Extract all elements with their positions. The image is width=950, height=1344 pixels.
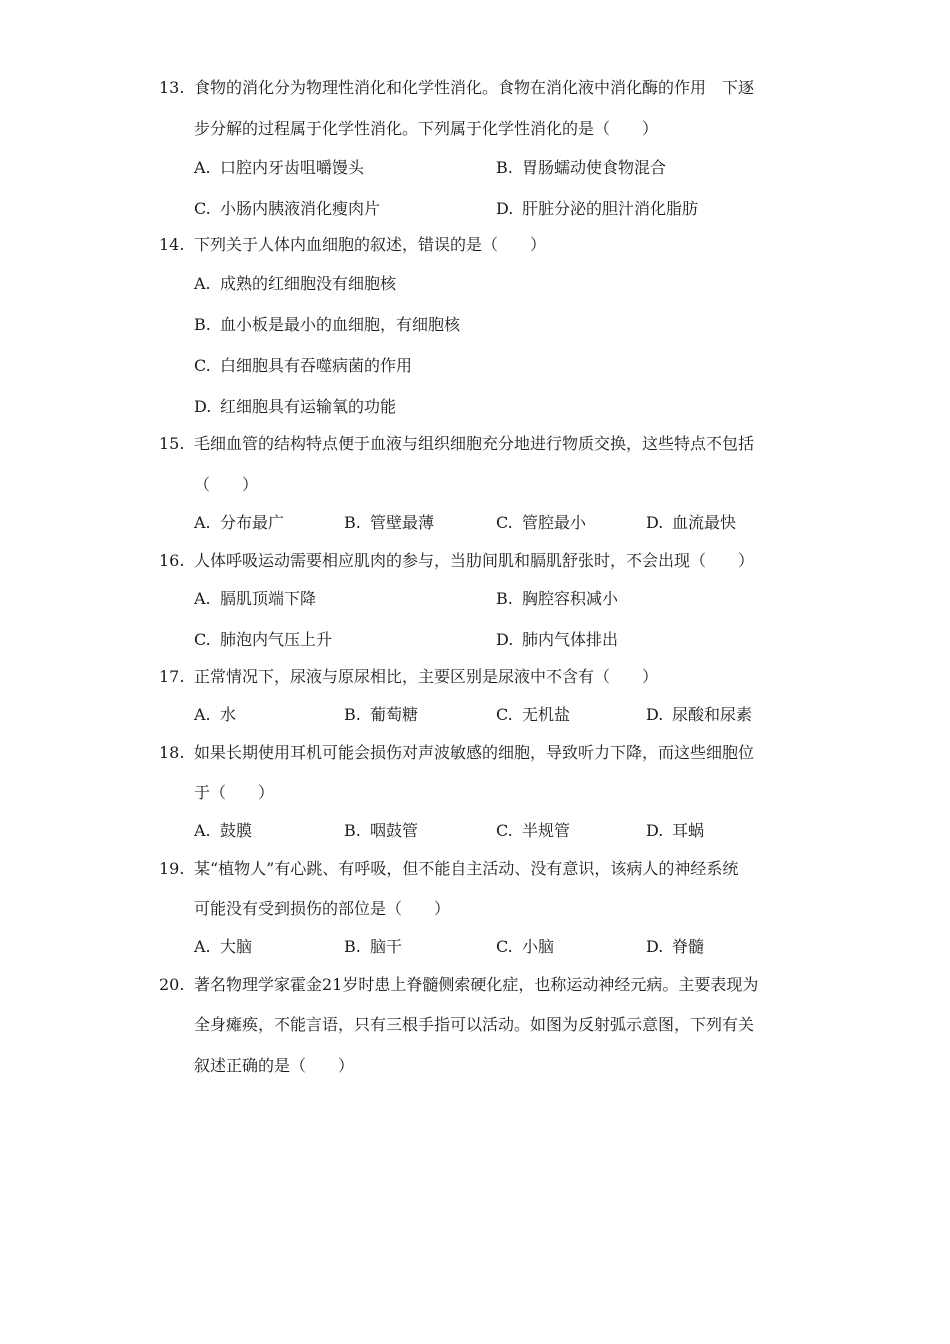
option-c: C. 白细胞具有吞噬病菌的作用	[194, 356, 413, 375]
option-a: A. 分布最广	[194, 513, 285, 532]
question-stem-line: 于（ ）	[194, 783, 275, 802]
question-stem-line: 某“植物人”有心跳、有呼吸，但不能自主活动、没有意识，该病人的神经系统	[194, 859, 739, 878]
question-stem-line: 全身瘫痪，不能言语，只有三根手指可以活动。如图为反射弧示意图，下列有关	[194, 1015, 755, 1034]
option-d: D. 脊髓	[646, 937, 705, 956]
option-c: C. 半规管	[496, 821, 571, 840]
option-b: B. 咽鼓管	[344, 821, 419, 840]
option-c: C. 肺泡内气压上升	[194, 630, 333, 649]
option-b: B. 胃肠蠕动使食物混合	[496, 158, 667, 177]
question-number: 16.	[159, 551, 185, 570]
question-number: 13.	[159, 78, 185, 97]
option-c: C. 小肠内胰液消化瘦肉片	[194, 199, 381, 218]
option-c: C. 无机盐	[496, 705, 571, 724]
option-d: D. 肝脏分泌的胆汁消化脂肪	[496, 199, 699, 218]
option-a: A. 成熟的红细胞没有细胞核	[194, 274, 397, 293]
question-number: 14.	[159, 235, 185, 254]
option-b: B. 管壁最薄	[344, 513, 435, 532]
question-number: 19.	[159, 859, 185, 878]
question-number: 15.	[159, 434, 185, 453]
option-b: B. 胸腔容积减小	[496, 589, 619, 608]
option-a: A. 口腔内牙齿咀嚼馒头	[194, 158, 365, 177]
option-c: C. 管腔最小	[496, 513, 587, 532]
option-a: A. 大脑	[194, 937, 253, 956]
question-stem-line: 如果长期使用耳机可能会损伤对声波敏感的细胞，导致听力下降，而这些细胞位	[194, 743, 755, 762]
question-number: 20.	[159, 975, 185, 994]
option-d: D. 耳蜗	[646, 821, 705, 840]
question-stem-line: 叙述正确的是（ ）	[194, 1056, 355, 1075]
question-stem-line: （ ）	[194, 475, 259, 494]
question-number: 17.	[159, 667, 185, 686]
question-stem-line: 下列关于人体内血细胞的叙述，错误的是（ ）	[194, 235, 547, 254]
question-stem-line: 著名物理学家霍金21岁时患上脊髓侧索硬化症，也称运动神经元病。主要表现为	[194, 975, 759, 994]
option-a: A. 水	[194, 705, 237, 724]
option-d: D. 肺内气体排出	[496, 630, 619, 649]
question-stem-line: 步分解的过程属于化学性消化。下列属于化学性消化的是（ ）	[194, 119, 659, 138]
option-a: A. 鼓膜	[194, 821, 253, 840]
option-d: D. 血流最快	[646, 513, 737, 532]
question-stem-line: 食物的消化分为物理性消化和化学性消化。食物在消化液中消化酶的作用 下逐	[194, 78, 755, 97]
question-stem-line: 正常情况下，尿液与原尿相比，主要区别是尿液中不含有（ ）	[194, 667, 659, 686]
question-stem-line: 可能没有受到损伤的部位是（ ）	[194, 899, 451, 918]
option-b: B. 葡萄糖	[344, 705, 419, 724]
option-c: C. 小脑	[496, 937, 555, 956]
question-number: 18.	[159, 743, 185, 762]
option-d: D. 红细胞具有运输氧的功能	[194, 397, 397, 416]
option-b: B. 脑干	[344, 937, 403, 956]
option-b: B. 血小板是最小的血细胞，有细胞核	[194, 315, 461, 334]
option-d: D. 尿酸和尿素	[646, 705, 753, 724]
question-stem-line: 人体呼吸运动需要相应肌肉的参与，当肋间肌和膈肌舒张时，不会出现（ ）	[194, 551, 755, 570]
question-stem-line: 毛细血管的结构特点便于血液与组织细胞充分地进行物质交换，这些特点不包括	[194, 434, 755, 453]
option-a: A. 膈肌顶端下降	[194, 589, 317, 608]
